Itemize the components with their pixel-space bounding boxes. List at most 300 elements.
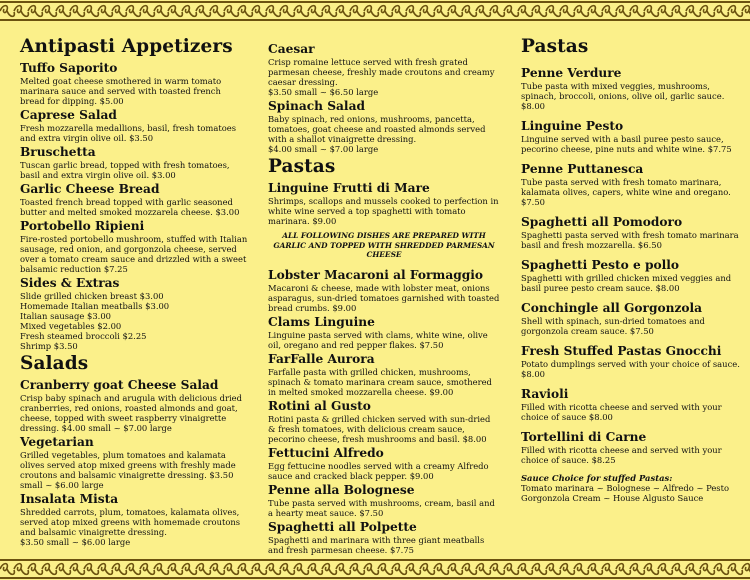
ornament-swirl [476, 564, 483, 571]
menu-item-description: Tube pasta with mixed veggies, mushrooms, spinach, broccoli, onions, olive oil, garlic sauce. $8.00 [521, 81, 725, 111]
ornament-swirl [147, 569, 154, 574]
ornament-swirl [532, 564, 539, 571]
ornament-swirl [385, 11, 392, 16]
ornament-swirl [518, 6, 525, 13]
menu-item-name: Portobello Ripieni [20, 219, 145, 233]
ornament-swirl [420, 564, 427, 571]
right-column [521, 36, 743, 503]
ornament-swirl [210, 564, 217, 571]
ornament-swirl [385, 569, 392, 574]
ornament-swirl [322, 564, 329, 571]
ornament-swirl [700, 564, 707, 571]
ornament-swirl [553, 569, 560, 574]
ornament-swirl [441, 11, 448, 16]
ornament-swirl [7, 11, 14, 16]
ornament-swirl [238, 6, 245, 13]
ornament-swirl [77, 11, 84, 16]
ornament-swirl [252, 564, 259, 571]
ornament-swirl [7, 569, 14, 574]
ornament-swirl [392, 564, 399, 571]
ornament-swirl [343, 11, 350, 16]
ornament-swirl [336, 564, 343, 571]
menu-item [268, 483, 500, 518]
ornament-swirl [714, 6, 721, 13]
menu-item [20, 435, 248, 490]
ornament-swirl [567, 569, 574, 574]
ornament-swirl [21, 11, 28, 16]
ornament-swirl [483, 11, 490, 16]
ornament-swirl [546, 6, 553, 13]
ornament-swirl [14, 564, 21, 571]
ornament-swirl [98, 564, 105, 571]
sauce-choice-text: Tomato marinara ~ Bolognese ~ Alfredo ~ Pesto Gorgonzola Cream ~ House Algusto Sauce [521, 483, 729, 503]
ornament-swirl [63, 11, 70, 16]
ornament-swirl [175, 569, 182, 574]
ornament-swirl [56, 6, 63, 13]
ornament-swirl [728, 564, 735, 571]
ornament-swirl [665, 569, 672, 574]
pastas-heading-right: Pastas [521, 36, 589, 57]
ornament-swirl [357, 11, 364, 16]
ornament-swirl [322, 6, 329, 13]
menu-item-description: Filled with ricotta cheese and served with your choice of sauce $8.00 [521, 402, 722, 422]
ornament-swirl [630, 6, 637, 13]
ornament-swirl [119, 11, 126, 16]
ornament-swirl [112, 6, 119, 13]
ornament-swirl [434, 6, 441, 13]
ornament-swirl [133, 569, 140, 574]
menu-item-name: Spaghetti all Polpette [268, 519, 417, 534]
menu-item-description: Toasted french bread topped with garlic seasoned butter and melted smoked mozzarela cheese. $3.00 [20, 197, 240, 217]
menu-item-description: Spaghetti with grilled chicken mixed veggies and basil puree pesto cream sauce. $8.00 [521, 273, 732, 293]
ornament-swirl [539, 569, 546, 574]
ornament-swirl [679, 569, 686, 574]
ornament-swirl [259, 11, 266, 16]
menu-item [20, 108, 248, 143]
ornament-swirl [483, 569, 490, 574]
ornament-swirl [476, 6, 483, 13]
menu-item [20, 182, 248, 217]
ornament-swirl [301, 569, 308, 574]
ornament-swirl [637, 11, 644, 16]
ornament-swirl [49, 569, 56, 574]
ornament-swirl [686, 6, 693, 13]
bottom-ornament-border [0, 558, 750, 580]
ornament-swirl [147, 11, 154, 16]
ornament-swirl [616, 6, 623, 13]
ornament-swirl [735, 569, 742, 574]
ornament-swirl [259, 569, 266, 574]
menu-item-description: Egg fettucine noodles served with a creamy Alfredo sauce and cracked black pepper. $9.00 [268, 460, 489, 481]
menu-item-name: Caesar [268, 42, 315, 56]
ornament-swirl [231, 569, 238, 574]
ornament-swirl [203, 11, 210, 16]
menu-item [268, 352, 500, 397]
left-column [20, 36, 248, 549]
menu-item [20, 145, 248, 180]
menu-item [268, 181, 500, 226]
ornament-swirl [154, 564, 161, 571]
ornament-pattern [0, 0, 750, 22]
ornament-swirl [315, 11, 322, 16]
ornament-swirl [280, 564, 287, 571]
ornament-swirl [588, 564, 595, 571]
ornament-swirl [574, 564, 581, 571]
ornament-swirl [602, 564, 609, 571]
ornament-swirl [91, 11, 98, 16]
ornament-swirl [273, 11, 280, 16]
ornament-swirl [371, 11, 378, 16]
menu-item-description: Shredded carrots, plum, tomatoes, kalamata olives, served atop mixed greens with homemade croutons and balsamic vinaigrette dressing. $3.50 small ~ $6.00 large [20, 507, 241, 547]
ornament-swirl [182, 6, 189, 13]
ornament-swirl [56, 564, 63, 571]
ornament-swirl [406, 564, 413, 571]
ornament-swirl [672, 564, 679, 571]
ornament-swirl [91, 569, 98, 574]
ornament-swirl [504, 564, 511, 571]
ornament-swirl [112, 564, 119, 571]
ornament-swirl [84, 6, 91, 13]
ornament-swirl [140, 6, 147, 13]
ornament-swirl [399, 569, 406, 574]
ornament-swirl [511, 569, 518, 574]
ornament-swirl [231, 11, 238, 16]
ornament-swirl [329, 569, 336, 574]
ornament-swirl [140, 564, 147, 571]
menu-item [521, 344, 743, 379]
menu-item-description: Grilled vegetables, plum tomatoes and kalamata olives served atop mixed greens with freshly made croutons and balsamic vinaigrette dressing. $3.50 small ~ $6.00 large [20, 450, 236, 490]
ornament-swirl [448, 564, 455, 571]
ornament-swirl [329, 11, 336, 16]
ornament-swirl [728, 6, 735, 13]
ornament-swirl [511, 11, 518, 16]
ornament-swirl [602, 6, 609, 13]
menu-item-description: Spaghetti and marinara with three giant meatballs and fresh parmesan cheese. $7.75 [268, 534, 485, 555]
menu-item [268, 99, 500, 154]
ornament-swirl [371, 569, 378, 574]
ornament-swirl [133, 11, 140, 16]
ornament-swirl [392, 6, 399, 13]
ornament-swirl [63, 569, 70, 574]
ornament-swirl [707, 11, 714, 16]
ornament-swirl [378, 564, 385, 571]
ornament-swirl [413, 569, 420, 574]
ornament-swirl [630, 564, 637, 571]
menu-item [268, 446, 500, 481]
ornament-swirl [707, 569, 714, 574]
ornament-swirl [364, 564, 371, 571]
menu-item-name: Insalata Mista [20, 492, 119, 506]
ornament-swirl [154, 6, 161, 13]
pastas-list-right [521, 66, 743, 465]
pastas-list-middle [268, 268, 500, 555]
ornament-swirl [546, 564, 553, 571]
ornament-swirl [490, 6, 497, 13]
menu-item-name: Garlic Cheese Bread [20, 182, 160, 196]
menu-item-description: Crisp romaine lettuce served with fresh grated parmesan cheese, freshly made croutons and creamy caesar dressing. $3.50 small ~ $6.50 large [268, 57, 495, 97]
ornament-swirl [539, 11, 546, 16]
ornament-swirl [721, 11, 728, 16]
menu-item-description: Shell with spinach, sun-dried tomatoes and gorgonzola cream sauce. $7.50 [521, 316, 705, 336]
menu-item [20, 492, 248, 547]
ornament-swirl [224, 6, 231, 13]
menu-item-name: Spaghetti all Pomodoro [521, 215, 683, 229]
menu-item [521, 301, 743, 336]
menu-item [268, 315, 500, 350]
menu-item-name: Clams Linguine [268, 314, 375, 329]
ornament-swirl [168, 564, 175, 571]
ornament-swirl [42, 564, 49, 571]
ornament-swirl [427, 11, 434, 16]
ornament-swirl [644, 6, 651, 13]
menu-item-name: Sides & Extras [20, 276, 120, 290]
ornament-swirl [665, 11, 672, 16]
menu-item-name: Linguine Pesto [521, 119, 624, 133]
ornament-swirl [455, 569, 462, 574]
ornament-swirl [252, 6, 259, 13]
ornament-swirl [735, 11, 742, 16]
antipasti-list [20, 61, 248, 351]
ornament-swirl [595, 569, 602, 574]
ornament-swirl [658, 6, 665, 13]
ornament-swirl [469, 569, 476, 574]
ornament-swirl [455, 11, 462, 16]
ornament-swirl [560, 564, 567, 571]
menu-item [268, 268, 500, 313]
ornament-swirl [553, 11, 560, 16]
ornament-swirl [644, 564, 651, 571]
ornament-swirl [637, 569, 644, 574]
ornament-swirl [336, 6, 343, 13]
menu-item [521, 66, 743, 111]
ornament-swirl [595, 11, 602, 16]
ornament-swirl [105, 11, 112, 16]
menu-item [20, 276, 248, 351]
ornament-swirl [525, 569, 532, 574]
ornament-swirl [35, 569, 42, 574]
menu-item [521, 119, 743, 154]
ornament-pattern [0, 558, 750, 580]
ornament-swirl [742, 6, 749, 13]
ornament-swirl [308, 6, 315, 13]
ornament-swirl [287, 11, 294, 16]
menu-item-name: Linguine Frutti di Mare [268, 181, 430, 195]
ornament-swirl [504, 6, 511, 13]
ornament-swirl [126, 564, 133, 571]
menu-item-name: Caprese Salad [20, 108, 117, 122]
menu-item-name: Spaghetti Pesto e pollo [521, 258, 679, 272]
ornament-swirl [742, 564, 749, 571]
menu-item-description: Filled with ricotta cheese and served with your choice of sauce. $8.25 [521, 445, 722, 465]
ornament-swirl [357, 569, 364, 574]
ornament-swirl [686, 564, 693, 571]
ornament-swirl [574, 6, 581, 13]
menu-item [20, 219, 248, 274]
menu-item [268, 42, 500, 97]
ornament-swirl [350, 564, 357, 571]
ornament-swirl [406, 6, 413, 13]
ornament-swirl [616, 564, 623, 571]
ornament-swirl [245, 11, 252, 16]
ornament-swirl [189, 569, 196, 574]
ornament-swirl [490, 564, 497, 571]
salads-continued-list [268, 42, 500, 154]
ornament-swirl [217, 11, 224, 16]
menu-item-description: Melted goat cheese smothered in warm tomato marinara sauce and served with toasted french bread for dipping. $5.00 [20, 76, 222, 106]
menu-item-description: Linguine pasta served with clams, white wine, olive oil, oregano and red pepper flakes. $7.50 [268, 329, 488, 350]
menu-item-name: Spinach Salad [268, 99, 365, 113]
ornament-swirl [721, 569, 728, 574]
ornament-swirl [28, 564, 35, 571]
ornament-swirl [315, 569, 322, 574]
ornament-swirl [98, 6, 105, 13]
menu-item-description: Tube pasta served with mushrooms, cream, basil and a hearty meat sauce. $7.50 [268, 497, 495, 518]
ornament-swirl [266, 564, 273, 571]
ornament-swirl [420, 6, 427, 13]
ornament-swirl [441, 569, 448, 574]
ornament-swirl [77, 569, 84, 574]
menu-item-description: Fresh mozzarella medallions, basil, fresh tomatoes and extra virgin olive oil. $3.50 [20, 123, 236, 143]
menu-item-name: FarFalle Aurora [268, 351, 375, 366]
menu-item-description: Macaroni & cheese, made with lobster meat, onions asparagus, sun-dried tomatoes garnished with toasted bread crumbs. $9.00 [268, 282, 500, 313]
ornament-swirl [651, 569, 658, 574]
ornament-swirl [189, 11, 196, 16]
ornament-swirl [497, 11, 504, 16]
menu-item-name: Fettucini Alfredo [268, 445, 384, 460]
antipasti-heading: Antipasti Appetizers [20, 36, 233, 57]
ornament-swirl [161, 569, 168, 574]
ornament-swirl [672, 6, 679, 13]
ornament-swirl [196, 564, 203, 571]
ornament-swirl [14, 6, 21, 13]
ornament-swirl [343, 569, 350, 574]
ornament-swirl [658, 564, 665, 571]
ornament-swirl [70, 564, 77, 571]
ornament-swirl [161, 11, 168, 16]
menu-item-description: Tuscan garlic bread, topped with fresh tomatoes, basil and extra virgin olive oil. $3.00 [20, 160, 230, 180]
menu-item-name: Tortellini di Carne [521, 430, 647, 444]
menu-item [20, 378, 248, 433]
ornament-swirl [497, 569, 504, 574]
ornament-swirl [693, 569, 700, 574]
menu-item-description: Farfalle pasta with grilled chicken, mushrooms, spinach & tomato marinara cream sauce, smothered in melted smoked mozzarella cheese. $9.00 [268, 366, 492, 397]
menu-item-name: Rotini al Gusto [268, 398, 371, 413]
ornament-swirl [28, 6, 35, 13]
menu-item [268, 520, 500, 555]
ornament-swirl [462, 6, 469, 13]
menu-item [521, 387, 743, 422]
ornament-swirl [700, 6, 707, 13]
ornament-swirl [693, 11, 700, 16]
ornament-swirl [203, 569, 210, 574]
ornament-swirl [308, 564, 315, 571]
menu-item-name: Penne alla Bolognese [268, 482, 415, 497]
menu-item-description: Crisp baby spinach and arugula with delicious dried cranberries, red onions, roasted almonds and goat, cheese, topped with sweet raspberry vinaigrette dressing. $4.00 small ~ $7.00 large [20, 393, 242, 433]
ornament-swirl [623, 569, 630, 574]
ornament-swirl [581, 11, 588, 16]
ornament-swirl [49, 11, 56, 16]
ornament-swirl [462, 564, 469, 571]
menu-item [521, 430, 743, 465]
ornament-swirl [581, 569, 588, 574]
ornament-swirl [651, 11, 658, 16]
middle-column [268, 42, 500, 557]
menu-item-description: Slide grilled chicken breast $3.00 Homemade Italian meatballs $3.00 Italian sausage $3.00 Mixed vegetables $2.00 Fresh steamed broccoli $2.25 Shrimp $3.50 [20, 291, 170, 351]
ornament-swirl [294, 6, 301, 13]
ornament-swirl [70, 6, 77, 13]
ornament-swirl [21, 569, 28, 574]
ornament-swirl [399, 11, 406, 16]
ornament-swirl [238, 564, 245, 571]
menu-item-description: Linguine served with a basil puree pesto sauce, pecorino cheese, pine nuts and white wine. $7.75 [521, 134, 732, 154]
ornament-swirl [0, 564, 7, 571]
menu-item-name: Cranberry goat Cheese Salad [20, 378, 219, 392]
ornament-swirl [679, 11, 686, 16]
menu-item-name: Conchingle all Gorgonzola [521, 301, 703, 315]
menu-item-name: Ravioli [521, 387, 569, 401]
ornament-swirl [413, 11, 420, 16]
ornament-swirl [567, 11, 574, 16]
menu-item-description: Baby spinach, red onions, mushrooms, pancetta, tomatoes, goat cheese and roasted almonds served with a shallot vinaigrette dressing. $4.00 small ~ $7.00 large [268, 114, 486, 154]
menu-item-description: Fire-rosted portobello mushroom, stuffed with Italian sausage, red onion, and gorgonzola cheese, served over a tomato cream sauce and drizzled with a sweet balsamic reduction $7.25 [20, 234, 248, 274]
ornament-swirl [105, 569, 112, 574]
menu-item-description: Tube pasta served with fresh tomato marinara, kalamata olives, capers, white wine and oregano. $7.50 [521, 177, 731, 207]
ornament-swirl [588, 6, 595, 13]
menu-item-name: Bruschetta [20, 145, 96, 159]
ornament-swirl [210, 6, 217, 13]
ornament-swirl [427, 569, 434, 574]
ornament-swirl [126, 6, 133, 13]
ornament-swirl [175, 11, 182, 16]
ornament-swirl [623, 11, 630, 16]
preparation-note: ALL FOLLOWING DISHES ARE PREPARED WITH GARLIC AND TOPPED WITH SHREDDED PARMESAN CHEESE [273, 231, 495, 259]
ornament-swirl [378, 6, 385, 13]
ornament-swirl [266, 6, 273, 13]
sauce-choice-title: Sauce Choice for stuffed Pastas: [521, 473, 673, 483]
pastas-heading-middle: Pastas [268, 156, 336, 177]
ornament-swirl [350, 6, 357, 13]
ornament-swirl [273, 569, 280, 574]
menu-item [521, 215, 743, 250]
menu-item [521, 162, 743, 207]
menu-item-name: Vegetarian [20, 435, 94, 449]
ornament-swirl [469, 11, 476, 16]
ornament-swirl [609, 569, 616, 574]
ornament-swirl [119, 569, 126, 574]
menu-item-name: Lobster Macaroni al Formaggio [268, 267, 484, 282]
salads-heading: Salads [20, 353, 89, 374]
ornament-swirl [364, 6, 371, 13]
ornament-swirl [714, 564, 721, 571]
ornament-swirl [35, 11, 42, 16]
menu-item-name: Penne Verdure [521, 66, 622, 80]
ornament-swirl [434, 564, 441, 571]
ornament-swirl [182, 564, 189, 571]
ornament-swirl [301, 11, 308, 16]
top-ornament-border [0, 0, 750, 22]
ornament-swirl [287, 569, 294, 574]
ornament-swirl [0, 6, 7, 13]
menu-item-name: Penne Puttanesca [521, 162, 644, 176]
menu-item-description: Spaghetti pasta served with fresh tomato marinara basil and fresh mozzarella. $6.50 [521, 230, 739, 250]
ornament-swirl [217, 569, 224, 574]
menu-item-description: Rotini pasta & grilled chicken served with sun-dried & fresh tomatoes, with delicious cream sauce, pecorino cheese, fresh mushrooms and basil. $8.00 [268, 413, 491, 444]
salads-list [20, 378, 248, 547]
menu-item [20, 61, 248, 106]
menu-item [268, 399, 500, 444]
ornament-swirl [196, 6, 203, 13]
ornament-swirl [294, 564, 301, 571]
